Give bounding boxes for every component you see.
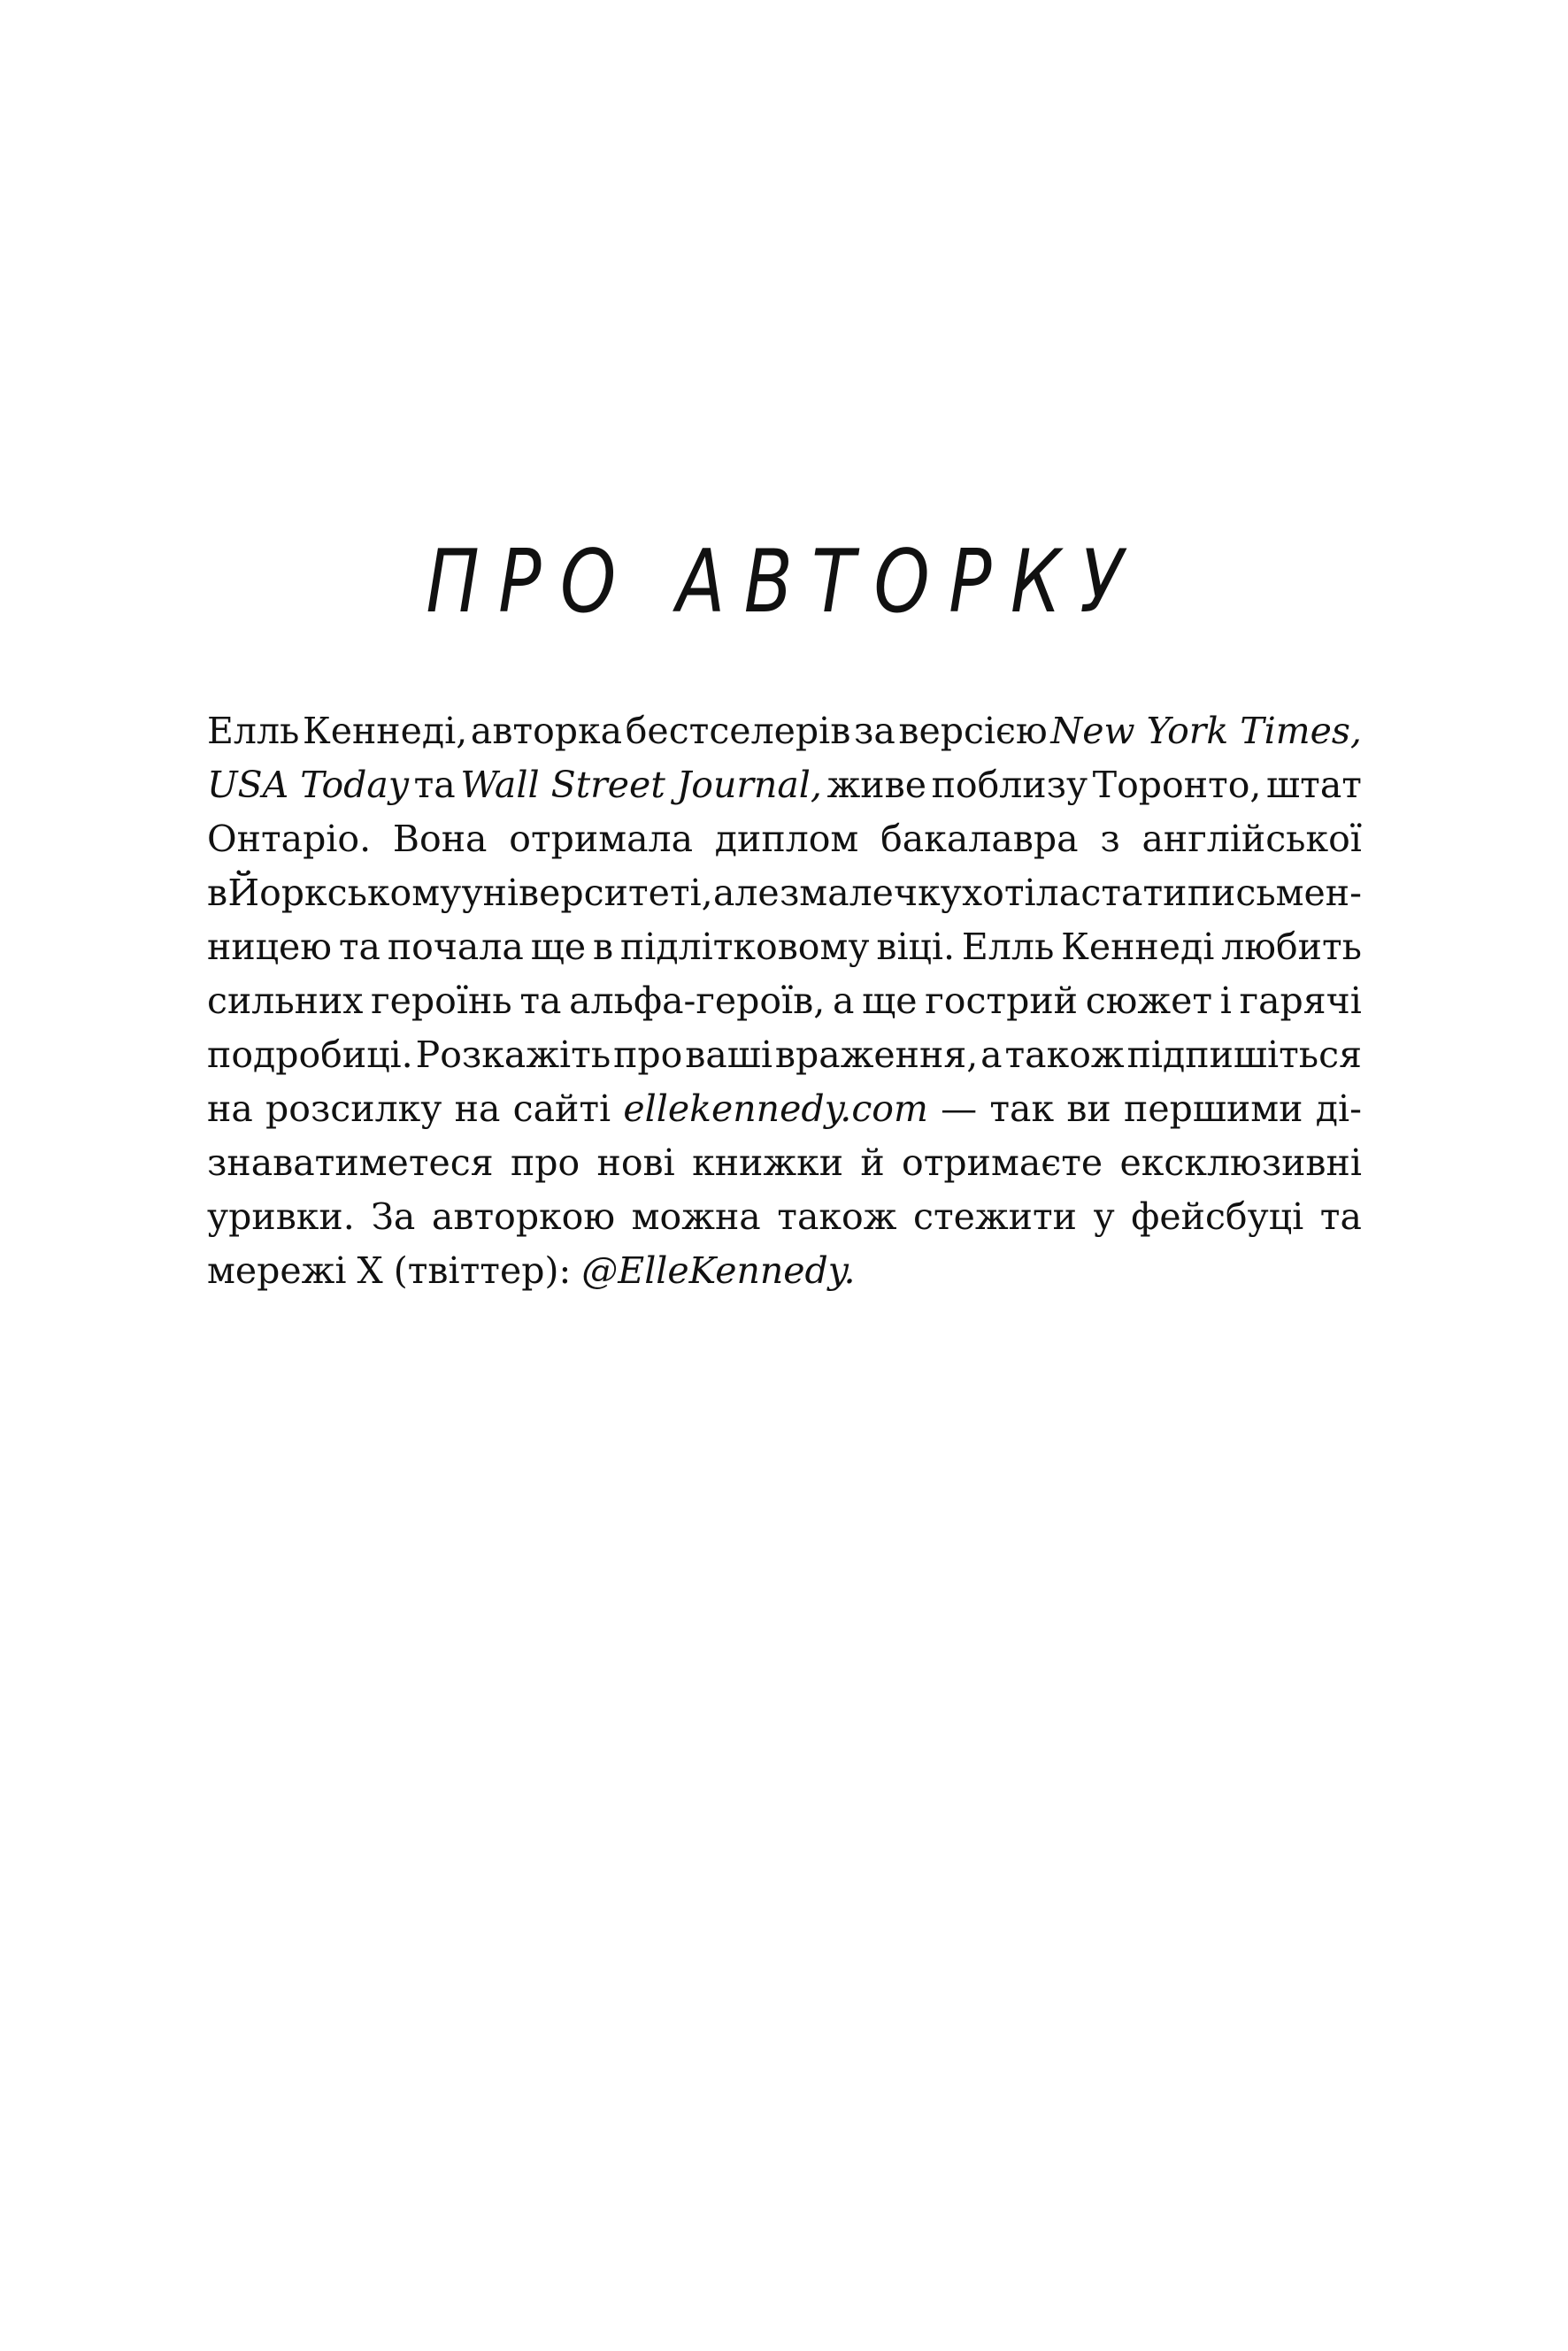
bio-line [207, 1190, 1362, 1244]
bio-word: любить [1221, 926, 1362, 968]
bio-word: гарячі [1239, 980, 1362, 1022]
page-title: ПРО АВТОРКУ [426, 532, 1142, 633]
bio-line [207, 866, 1362, 920]
bio-emphasis: USA Today [207, 764, 409, 806]
bio-word: віці. [876, 926, 956, 968]
bio-word: X [357, 1249, 383, 1292]
bio-word: хотіла [962, 872, 1081, 914]
bio-word: мережі [207, 1249, 347, 1292]
bio-line [207, 758, 1362, 812]
bio-word: на [207, 1087, 253, 1130]
bio-word: героїнь [371, 980, 512, 1022]
bio-word: на [454, 1087, 501, 1130]
bio-word: поблизу [931, 764, 1088, 806]
bio-word: враження, [774, 1033, 979, 1076]
bio-word: та [413, 764, 456, 806]
bio-word: з [1100, 818, 1120, 860]
bio-word: авторкою [431, 1195, 616, 1238]
bio-word: ще [530, 926, 587, 968]
bio-word: Кеннеді, [302, 710, 468, 752]
bio-word: підлітковому [619, 926, 870, 968]
bio-word: сильних [207, 980, 364, 1022]
bio-word: змалечку [779, 872, 962, 914]
bio-word: версією [898, 710, 1048, 752]
bio-emphasis: Wall Street Journal, [460, 764, 822, 806]
bio-word: а [833, 980, 855, 1022]
bio-word: в [207, 872, 228, 914]
bio-word: ексклюзивні [1119, 1141, 1362, 1184]
bio-word: Вона [392, 818, 488, 860]
bio-word: почала [387, 926, 524, 968]
bio-word: отримаєте [902, 1141, 1103, 1184]
bio-word: й [860, 1141, 885, 1184]
bio-word: а [980, 1033, 1003, 1076]
bio-line [207, 1082, 1362, 1136]
bio-word: авторка [470, 710, 623, 752]
bio-word: уривки. [207, 1195, 355, 1238]
bio-word: Розкажіть [415, 1033, 611, 1076]
bio-word: за [853, 710, 895, 752]
bio-word: підпишіться [1126, 1033, 1362, 1076]
bio-word: гострий [925, 980, 1078, 1022]
bio-word: подробиці. [207, 1033, 413, 1076]
bio-word: можна [631, 1195, 761, 1238]
bio-word: стежити [913, 1195, 1077, 1238]
bio-line [207, 1244, 1362, 1298]
bio-word: першими [1124, 1087, 1303, 1130]
bio-word: диплом [714, 818, 859, 860]
bio-word: так [989, 1087, 1055, 1130]
bio-word: знаватиметеся [207, 1141, 494, 1184]
bio-line [207, 1028, 1362, 1082]
bio-word: нові [596, 1141, 675, 1184]
bio-emphasis: ellekennedy.com [623, 1087, 928, 1130]
bio-word: про [510, 1141, 580, 1184]
bio-word: ді- [1315, 1087, 1362, 1130]
bio-line [207, 974, 1362, 1028]
bio-word: сюжет [1085, 980, 1213, 1022]
bio-word: ницею [207, 926, 332, 968]
bio-word: (твіттер): [393, 1249, 572, 1292]
bio-emphasis: New York Times, [1050, 710, 1362, 752]
bio-word: про [613, 1033, 683, 1076]
bio-word: в [592, 926, 614, 968]
bio-word: ваші [685, 1033, 773, 1076]
bio-line [207, 812, 1362, 866]
bio-word: університеті, [461, 872, 713, 914]
bio-word: у [1093, 1195, 1115, 1238]
bio-word: та [519, 980, 562, 1022]
bio-word: ще [862, 980, 918, 1022]
bio-word: Елль [207, 710, 300, 752]
bio-word: живе [826, 764, 926, 806]
bio-word: бестселерів [625, 710, 851, 752]
bio-word: англійської [1141, 818, 1362, 860]
bio-word: Онтаріо. [207, 818, 372, 860]
bio-word: Йоркському [227, 872, 462, 914]
bio-word: але [712, 872, 780, 914]
bio-word: письмен- [1187, 872, 1362, 914]
bio-word: штат [1266, 764, 1362, 806]
bio-line [207, 920, 1362, 974]
bio-word: стати [1080, 872, 1188, 914]
bio-word: сайті [512, 1087, 611, 1130]
bio-word: альфа-героїв, [569, 980, 826, 1022]
bio-word: ви [1066, 1087, 1111, 1130]
bio-word: Елль [961, 926, 1055, 968]
bio-word: За [371, 1195, 416, 1238]
bio-word: розсилку [265, 1087, 442, 1130]
bio-word: та [338, 926, 380, 968]
bio-word: та [1319, 1195, 1362, 1238]
bio-line [207, 704, 1362, 758]
bio-word: фейсбуці [1131, 1195, 1304, 1238]
bio-word: і [1219, 980, 1232, 1022]
bio-word: книжки [692, 1141, 844, 1184]
bio-word: також [1004, 1033, 1125, 1076]
bio-word: Кеннеді [1061, 926, 1215, 968]
bio-word: отримала [509, 818, 694, 860]
bio-word: — [941, 1087, 978, 1130]
bio-line [207, 1136, 1362, 1190]
author-bio [207, 704, 1362, 1298]
bio-word: Торонто, [1092, 764, 1262, 806]
bio-emphasis: @ElleKennedy. [581, 1249, 856, 1292]
bio-word: бакалавра [880, 818, 1079, 860]
bio-word: також [777, 1195, 897, 1238]
